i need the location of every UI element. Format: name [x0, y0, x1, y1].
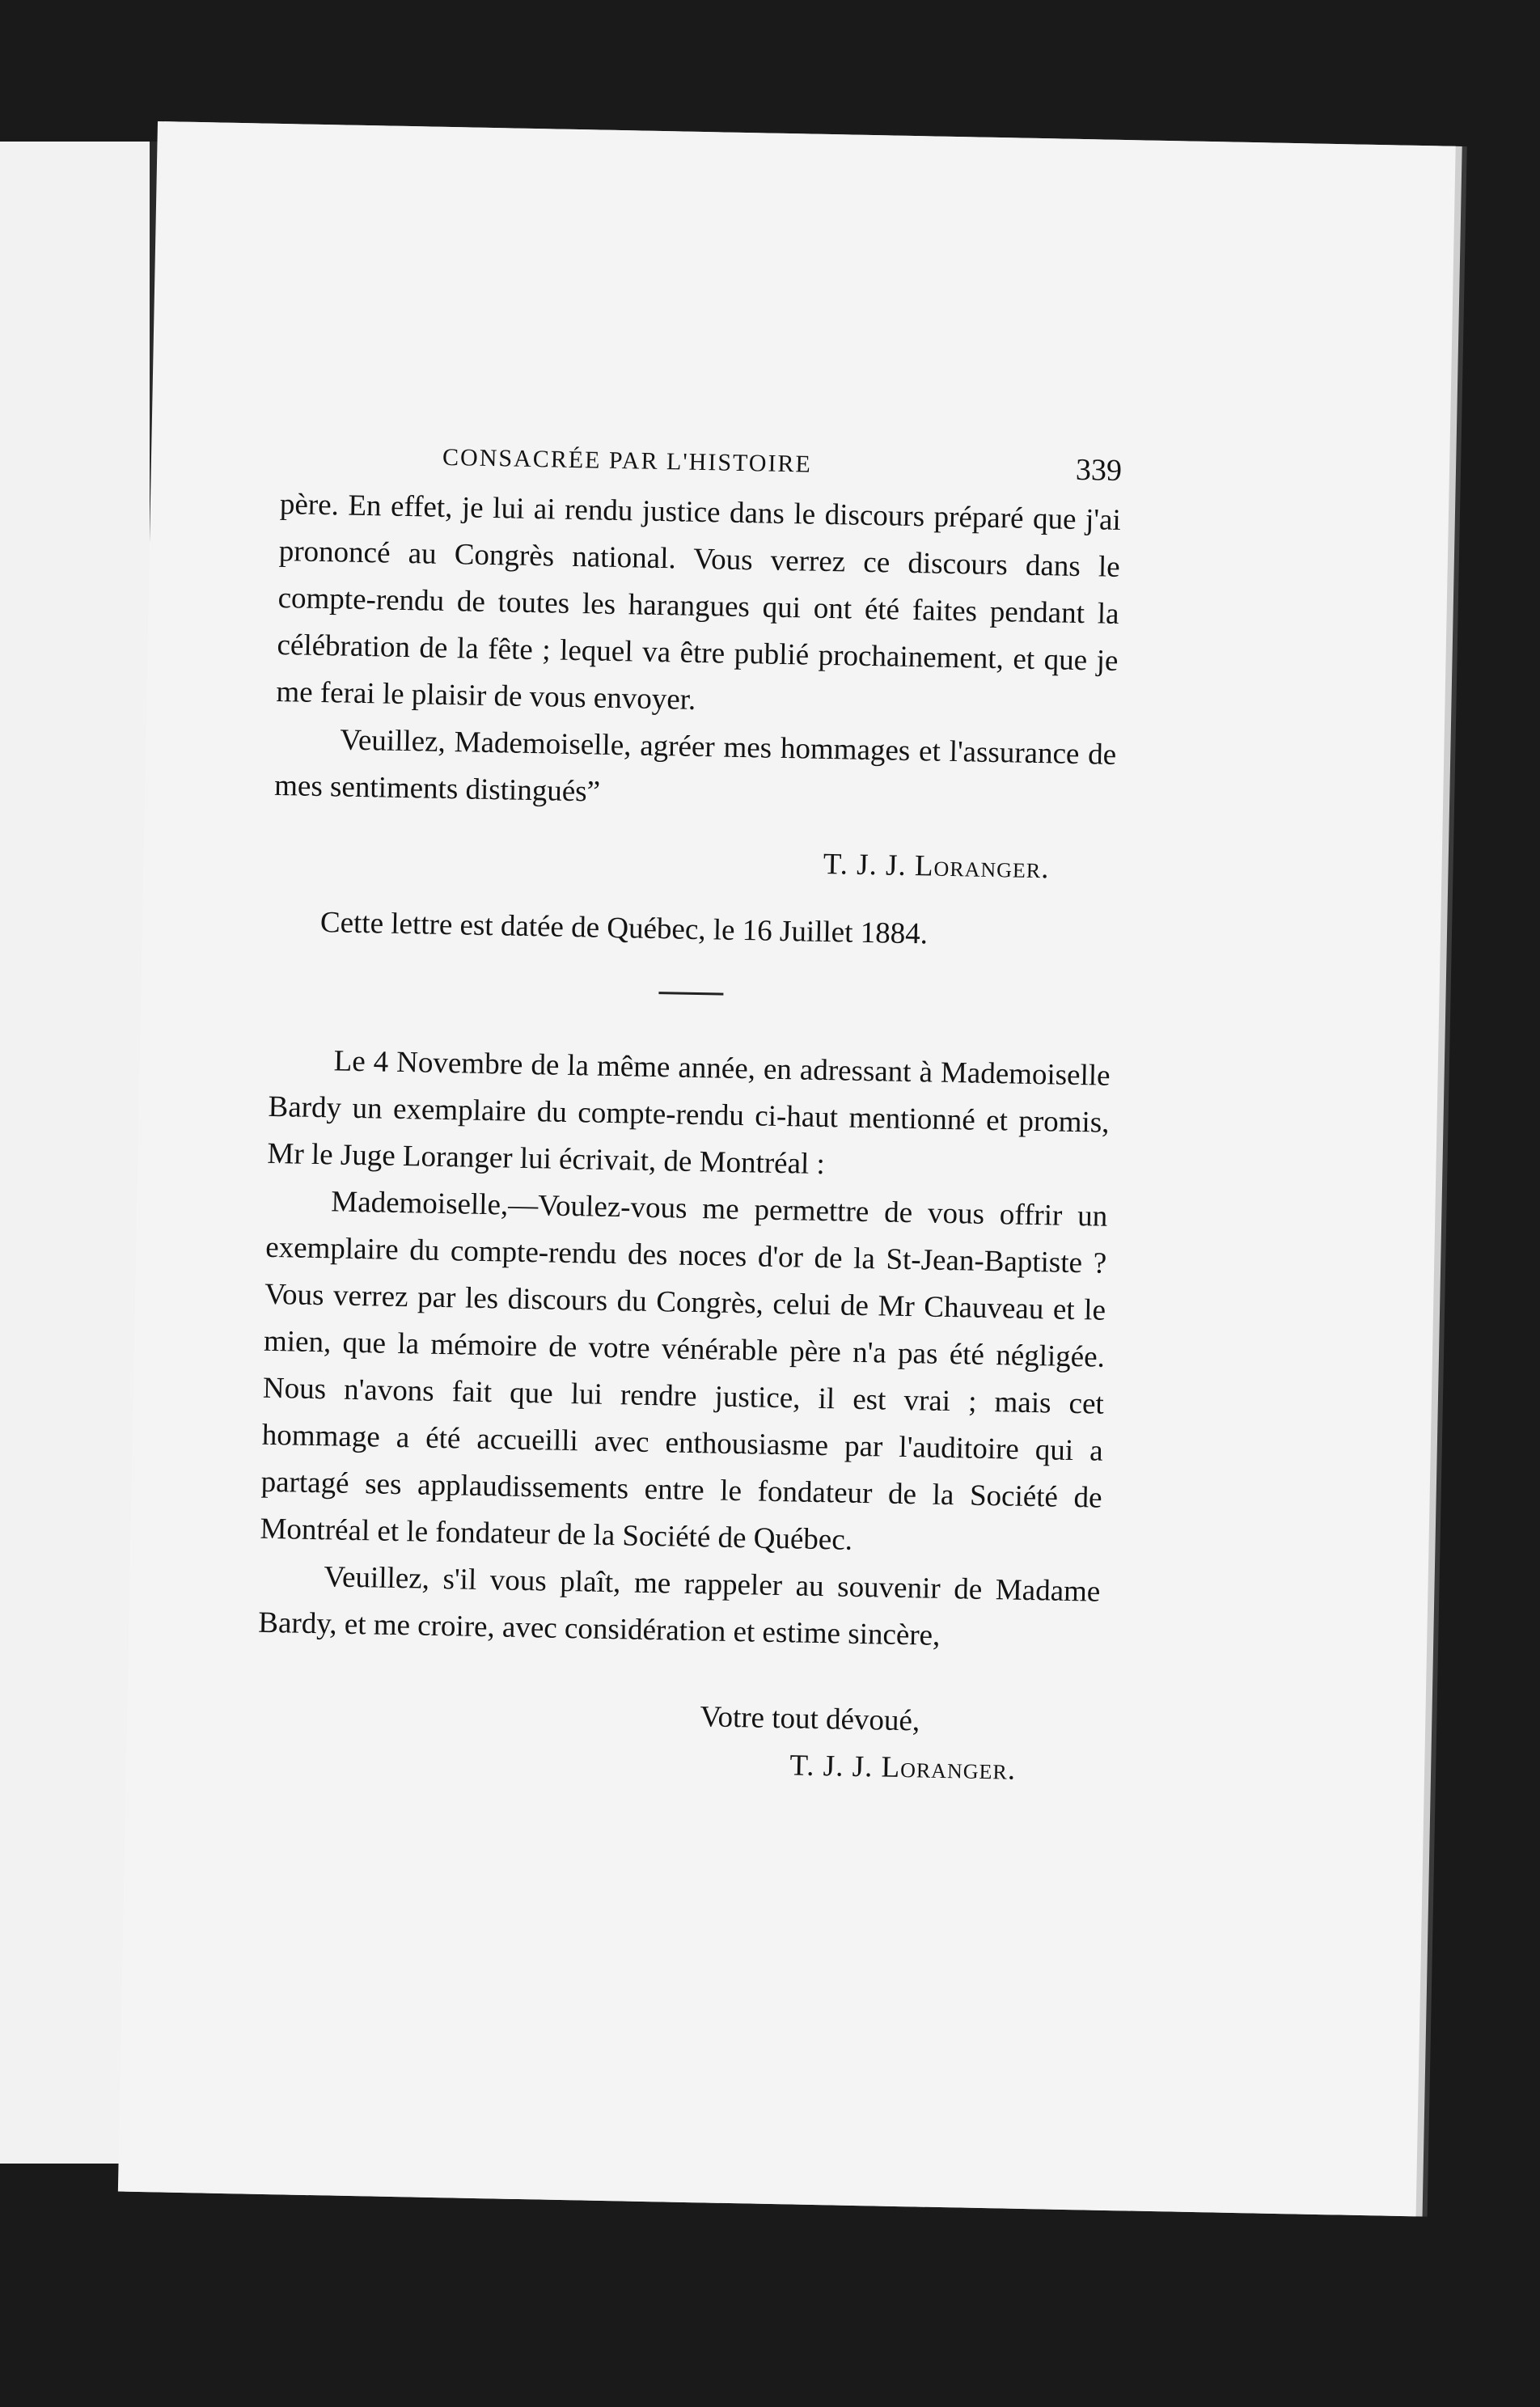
book-page: [118, 121, 1456, 2216]
letter2-signature: T. J. J. Loranger.: [789, 1749, 1017, 1787]
narrative-paragraph: Le 4 Novembre de la même année, en adressant à Mademoiselle Bardy un exemplaire du compte-rendu ci-haut mentionné et promis, Mr le Juge Loranger lui écrivait, de Montréal :: [267, 1044, 1111, 1182]
page-number: 339: [1075, 452, 1123, 488]
section-divider: [658, 992, 723, 996]
letter1-signature: T. J. J. Loranger.: [823, 847, 1050, 886]
letter2-sign-off: [256, 1686, 1098, 1796]
letter2-valediction: Votre tout dévoué,: [700, 1700, 920, 1738]
page-text-block: [256, 431, 1123, 1796]
running-title: CONSACRÉE PAR L'HISTOIRE: [442, 443, 813, 478]
letter1-closing: Veuillez, Mademoiselle, agréer mes hommages et l'assurance de mes sentiments distingués”: [273, 723, 1117, 809]
letter2-closing: Veuillez, s'il vous plaît, me rappeler au souvenir de Madame Bardy, et me croire, avec considération et estime sincère,: [257, 1560, 1101, 1652]
letter2-body: Mademoiselle,—Voulez-vous me permettre de vous offrir un exemplaire du compte-rendu des noces d'or de la St-Jean-Baptiste ? Vous verrez par les discours du Congrès, celui de Mr Chauveau et le mien, que la mémoire de votre vénérable père n'a pas été négligée. Nous n'avons fait que lui rendre justice, il est vrai ; mais cet hommage a été accueilli avec enthousiasme par l'auditoire qui a partagé ses applaudissements entre le fondateur de la Société de Montréal et le fondateur de la Société de Québec.: [260, 1185, 1108, 1557]
letter1-body: père. En effet, je lui ai rendu justice dans le discours préparé que j'ai prononcé au Congrès national. Vous verrez ce discours dans le compte-rendu de toutes les harangues qui ont été faites pendant la célébration de la fête ; lequel va être publié prochainement, et que je me ferai le plaisir de vous envoyer.: [276, 487, 1122, 717]
letter1-dateline: Cette lettre est datée de Québec, le 16 Juillet 1884.: [319, 906, 929, 951]
